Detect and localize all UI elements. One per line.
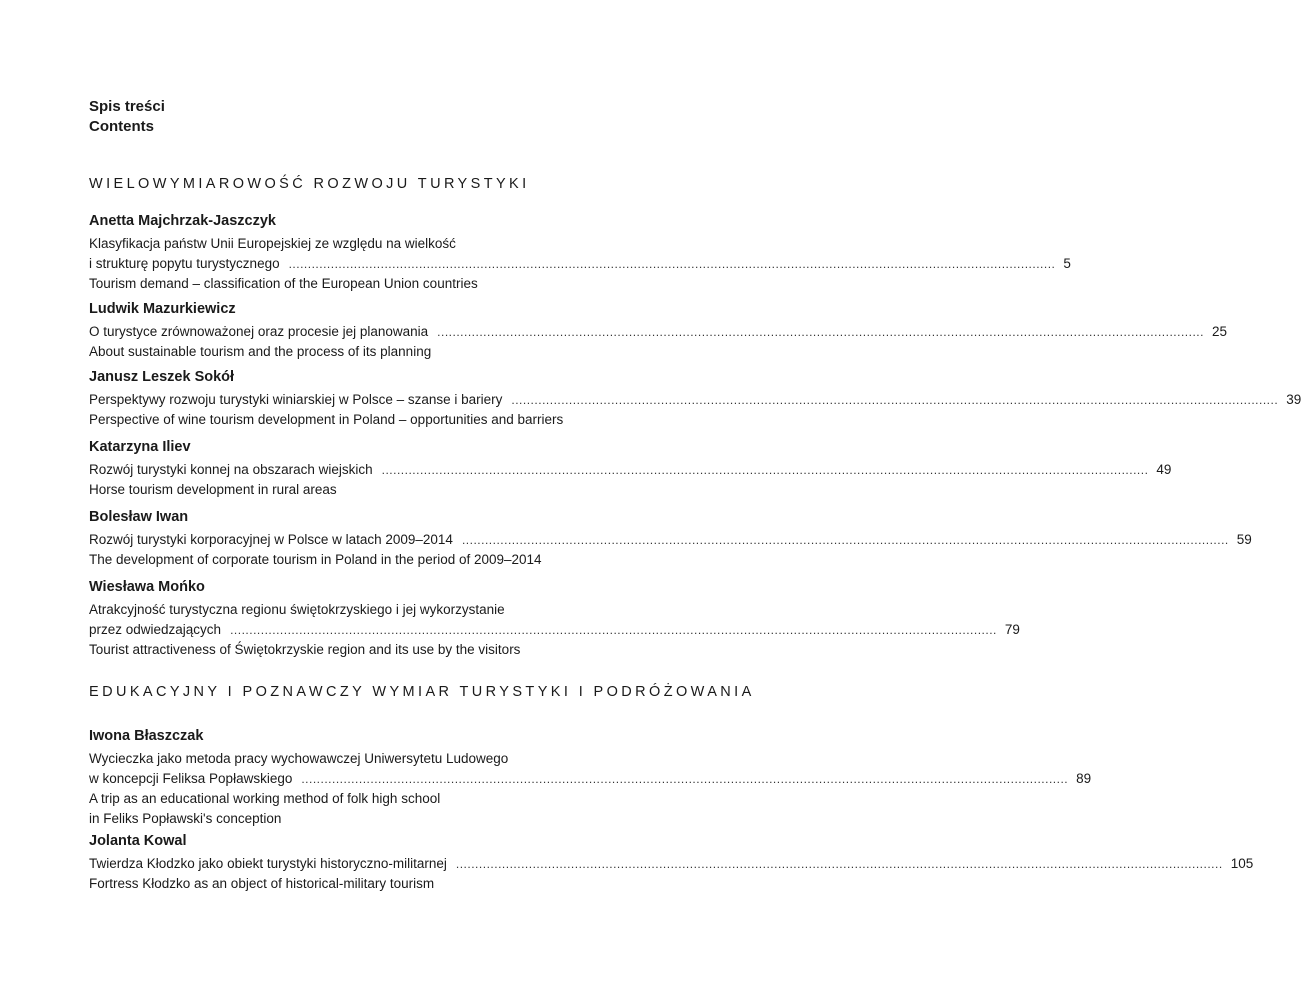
page-number: 25 <box>1211 324 1227 339</box>
heading-polish: Spis treści <box>89 98 165 115</box>
entry-title-text: A trip as an educational working method of folk high school <box>89 791 441 806</box>
entry-title-text: przez odwiedzających <box>89 622 222 637</box>
entry-author: Anetta Majchrzak-Jaszczyk <box>89 213 276 229</box>
entry-author: Ludwik Mazurkiewicz <box>89 301 236 317</box>
entry-title-line <box>89 854 1254 874</box>
page-number: 59 <box>1236 532 1252 547</box>
entry-title-line <box>89 874 679 894</box>
entry-title-line <box>89 480 679 500</box>
entry-title-text: i strukturę popytu turystycznego <box>89 256 280 271</box>
entry-title-line <box>89 749 679 769</box>
entry-author: Bolesław Iwan <box>89 509 189 525</box>
entry-author: Wiesława Mońko <box>89 579 205 595</box>
contents-heading <box>89 97 165 137</box>
entry-author: Janusz Leszek Sokół <box>89 369 235 385</box>
page-number: 5 <box>1063 256 1071 271</box>
page-number: 105 <box>1230 856 1254 871</box>
entry-title-text: Perspektywy rozwoju turystyki winiarskiej w Polsce – szanse i bariery <box>89 392 503 407</box>
dot-leader: ........................................................................................................................................................................................................ <box>437 325 1204 339</box>
section-title: WIELOWYMIAROWOŚĆ ROZWOJU TURYSTYKI <box>89 176 530 192</box>
dot-leader: ........................................................................................................................................................................................................ <box>301 772 1069 786</box>
heading-english: Contents <box>89 118 154 135</box>
toc-entry[interactable] <box>89 437 1172 500</box>
entry-title-line <box>89 410 679 430</box>
toc-entry[interactable] <box>89 507 1252 570</box>
entry-title-text: Horse tourism development in rural areas <box>89 482 337 497</box>
entry-author: Katarzyna Iliev <box>89 439 191 455</box>
dot-leader: ........................................................................................................................................................................................................ <box>381 463 1149 477</box>
entry-title-text: Atrakcyjność turystyczna regionu świętokrzyskiego i jej wykorzystanie <box>89 602 505 617</box>
entry-title-text: Perspective of wine tourism development in Poland – opportunities and barriers <box>89 412 564 427</box>
entry-title-text: O turystyce zrównoważonej oraz procesie jej planowania <box>89 324 429 339</box>
entry-title-line <box>89 530 1252 550</box>
page-number: 39 <box>1286 392 1301 407</box>
entry-title-line <box>89 809 679 829</box>
entry-title-line <box>89 769 1092 789</box>
dot-leader: ........................................................................................................................................................................................................ <box>511 393 1279 407</box>
entry-title-line <box>89 600 679 620</box>
toc-entry[interactable] <box>89 211 1071 294</box>
dot-leader: ........................................................................................................................................................................................................ <box>461 533 1229 547</box>
entry-author: Jolanta Kowal <box>89 833 187 849</box>
entry-title-line <box>89 254 1071 274</box>
entry-title-text: Wycieczka jako metoda pracy wychowawczej Uniwersytetu Ludowego <box>89 751 509 766</box>
entry-title-line <box>89 322 1227 342</box>
entry-title-line <box>89 342 679 362</box>
entry-title-line <box>89 550 679 570</box>
entry-title-line <box>89 460 1172 480</box>
entry-title-text: Rozwój turystyki korporacyjnej w Polsce w latach 2009–2014 <box>89 532 453 547</box>
entry-title-line <box>89 640 679 660</box>
entry-title-text: Fortress Kłodzko as an object of historical-military tourism <box>89 876 435 891</box>
entry-title-text: About sustainable tourism and the process of its planning <box>89 344 432 359</box>
toc-entry[interactable] <box>89 577 1020 660</box>
entry-title-text: Twierdza Kłodzko jako obiekt turystyki historyczno-militarnej <box>89 856 447 871</box>
page-number: 79 <box>1004 622 1020 637</box>
entry-title-line <box>89 274 679 294</box>
entry-title-text: w koncepcji Feliksa Popławskiego <box>89 771 293 786</box>
entry-title-text: in Feliks Popławski's conception <box>89 811 282 826</box>
entry-title-text: The development of corporate tourism in Poland in the period of 2009–2014 <box>89 552 542 567</box>
entry-author: Iwona Błaszczak <box>89 728 204 744</box>
dot-leader: ........................................................................................................................................................................................................ <box>288 257 1056 271</box>
toc-entry[interactable] <box>89 367 1301 430</box>
page-number: 89 <box>1076 771 1092 786</box>
entry-title-line <box>89 234 679 254</box>
entry-title-line <box>89 390 1301 410</box>
dot-leader: ........................................................................................................................................................................................................ <box>230 623 997 637</box>
entry-title-text: Klasyfikacja państw Unii Europejskiej ze względu na wielkość <box>89 236 456 251</box>
toc-entry[interactable] <box>89 299 1227 362</box>
toc-entry[interactable] <box>89 831 1254 894</box>
toc-entry[interactable] <box>89 726 1092 829</box>
page-number: 49 <box>1156 462 1172 477</box>
entry-title-text: Rozwój turystyki konnej na obszarach wiejskich <box>89 462 373 477</box>
entry-title-line <box>89 789 679 809</box>
dot-leader: ........................................................................................................................................................................................................ <box>455 857 1223 871</box>
entry-title-text: Tourist attractiveness of Świętokrzyskie region and its use by the visitors <box>89 642 521 657</box>
section-title: EDUKACYJNY I POZNAWCZY WYMIAR TURYSTYKI I PODRÓŻOWANIA <box>89 684 755 700</box>
entry-title-text: Tourism demand – classification of the European Union countries <box>89 276 478 291</box>
entry-title-line <box>89 620 1020 640</box>
